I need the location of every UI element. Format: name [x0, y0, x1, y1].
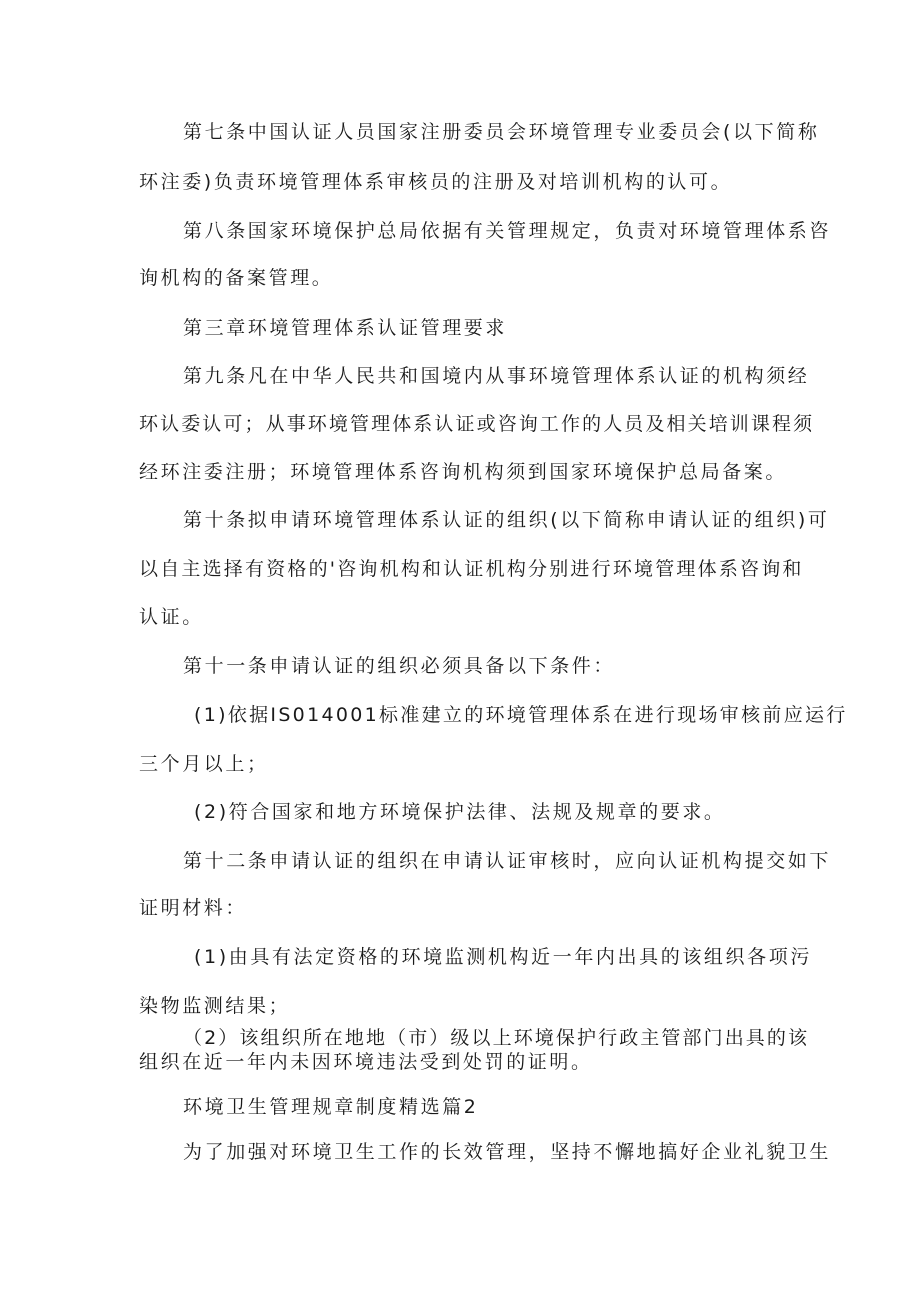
paragraph-line: 第十二条申请认证的组织在申请认证审核时，应向认证机构提交如下 [183, 850, 832, 872]
paragraph-line: 环注委)负责环境管理体系审核员的注册及对培训机构的认可。 [139, 171, 733, 193]
paragraph-line: 为了加强对环境卫生工作的长效管理，坚持不懈地搞好企业礼貌卫生 [183, 1141, 832, 1163]
list-item-line: 三个月以上； [139, 753, 269, 775]
paragraph-line: 第十条拟申请环境管理体系认证的组织(以下简称申请认证的组织)可 [183, 509, 830, 531]
paragraph-line: 询机构的备案管理。 [139, 267, 334, 289]
list-item-line: （2）该组织所在地地（市）级以上环境保护行政主管部门出具的该 [183, 1027, 810, 1049]
chapter-heading: 第三章环境管理体系认证管理要求 [183, 317, 508, 339]
paragraph-line: 环认委认可；从事环境管理体系认证或咨询工作的人员及相关培训课程须 [139, 413, 815, 435]
list-item-line: (2)符合国家和地方环境保护法律、法规及规章的要求。 [194, 801, 726, 823]
list-item-line: (1)由具有法定资格的环境监测机构近一年内出具的该组织各项污 [194, 946, 812, 968]
paragraph-line: 第十一条申请认证的组织必须具备以下条件： [183, 655, 616, 677]
paragraph-line: 以自主选择有资格的'咨询机构和认证机构分别进行环境管理体系咨询和 [139, 558, 804, 580]
list-item-line: 组织在近一年内未因环境违法受到处罚的证明。 [139, 1051, 593, 1073]
paragraph-line: 证明材料： [139, 897, 248, 919]
section-title: 环境卫生管理规章制度精选篇2 [183, 1096, 479, 1118]
paragraph-line: 经环注委注册；环境管理体系咨询机构须到国家环境保护总局备案。 [139, 461, 788, 483]
paragraph-line: 认证。 [139, 606, 204, 628]
list-item-line: 染物监测结果； [139, 995, 291, 1017]
list-item-line: (1)依据IS014001标准建立的环境管理体系在进行现场审核前应运行 [194, 704, 848, 726]
paragraph-line: 第七条中国认证人员国家注册委员会环境管理专业委员会(以下简称 [183, 121, 820, 143]
paragraph-line: 第九条凡在中华人民共和国境内从事环境管理体系认证的机构须经 [183, 365, 810, 387]
paragraph-line: 第八条国家环境保护总局依据有关管理规定，负责对环境管理体系咨 [183, 220, 832, 242]
